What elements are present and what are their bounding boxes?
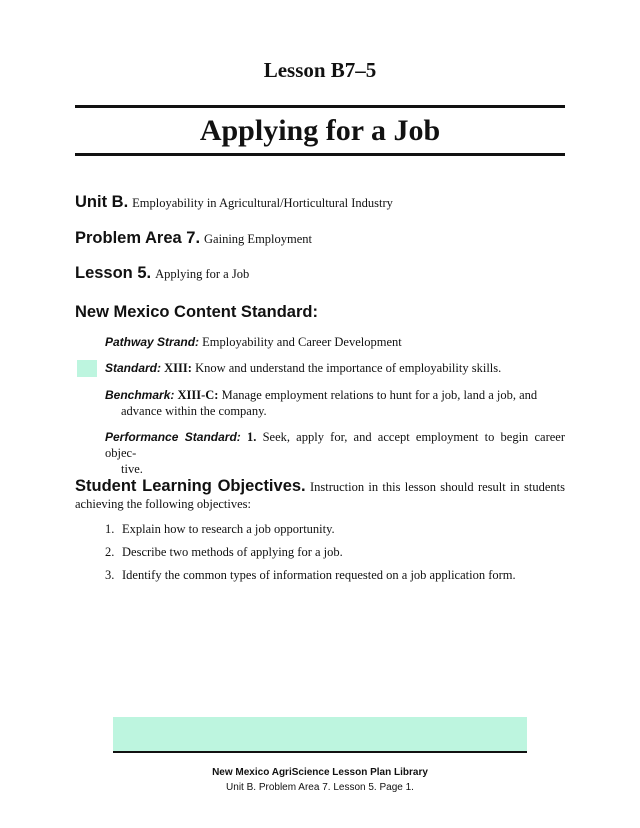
lesson-value: Applying for a Job (155, 267, 250, 281)
objective-number: 2. (105, 545, 115, 559)
objectives-intro-text: Instruction in this lesson should result in students achieving the following objectives: (75, 480, 565, 511)
standard (105, 360, 565, 376)
standard-highlight-marker (77, 360, 97, 377)
objective-text: Identify the common types of information requested on a job application form. (122, 568, 516, 582)
pathway-label: Pathway Strand: (105, 335, 200, 349)
objectives-label: Student Learning Objectives. (75, 477, 306, 495)
unit-label: Unit B. (75, 193, 129, 211)
performance-standard (105, 429, 565, 477)
standard-text: Know and understand the importance of employability skills. (195, 361, 502, 375)
performance-label: Performance Standard: (105, 430, 241, 444)
objective-item (105, 522, 335, 537)
title-bottom-rule (75, 153, 565, 156)
unit-row (75, 193, 393, 212)
footer-library-title: New Mexico AgriScience Lesson Plan Library (212, 767, 428, 778)
unit-value: Employability in Agricultural/Horticultural Industry (132, 196, 393, 210)
footer-rule (113, 751, 527, 753)
lesson-row (75, 264, 249, 283)
objective-item (105, 568, 516, 583)
standard-code: XIII: (164, 361, 192, 375)
objectives-intro (75, 478, 565, 513)
objective-number: 3. (105, 568, 115, 582)
lesson-number: Lesson B7–5 (263, 58, 377, 82)
performance-code: 1. (246, 430, 257, 444)
problem-area-row (75, 229, 312, 248)
objective-text: Describe two methods of applying for a job. (122, 545, 343, 559)
benchmark-text-line1: Manage employment relations to hunt for a job, land a job, and (221, 388, 538, 402)
benchmark-text-line2: advance within the company. (121, 404, 267, 418)
benchmark (105, 387, 565, 419)
pathway-value: Employability and Career Development (202, 335, 402, 349)
content-standard-heading: New Mexico Content Standard: (75, 303, 318, 321)
lesson-label: Lesson 5. (75, 264, 152, 282)
problem-area-value: Gaining Employment (204, 232, 313, 246)
page-title: Applying for a Job (199, 114, 441, 147)
performance-text-line2: tive. (121, 462, 143, 476)
objective-item (105, 545, 343, 560)
benchmark-code: XIII-C: (177, 388, 219, 402)
footer-band (113, 717, 527, 751)
pathway-strand (105, 334, 565, 350)
problem-area-label: Problem Area 7. (75, 229, 201, 247)
objective-number: 1. (105, 522, 115, 536)
benchmark-label: Benchmark: (105, 388, 175, 402)
footer-page-reference: Unit B. Problem Area 7. Lesson 5. Page 1. (226, 782, 414, 793)
performance-text-line1: Seek, apply for, and accept employment to begin career objec- (105, 430, 566, 460)
objective-text: Explain how to research a job opportunity. (122, 522, 335, 536)
standard-label: Standard: (105, 361, 162, 375)
title-top-rule (75, 105, 565, 108)
